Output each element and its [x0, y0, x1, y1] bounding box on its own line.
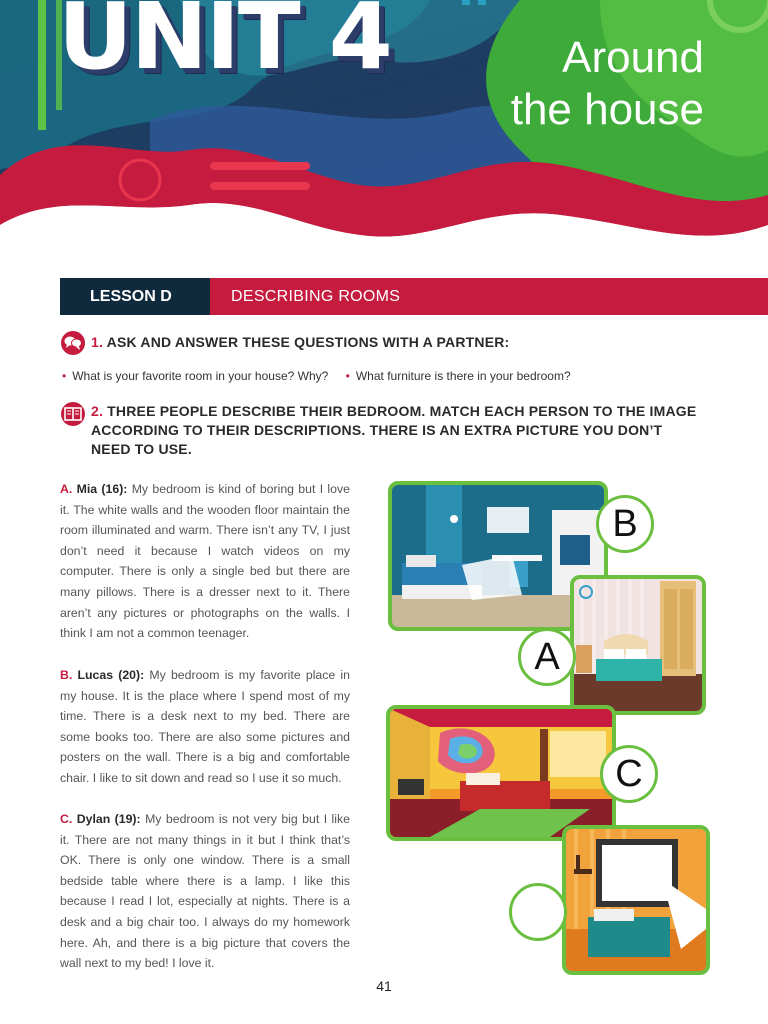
bedroom-picture-2	[570, 575, 706, 715]
bullet-icon: •	[62, 369, 67, 383]
lesson-tag: LESSON D	[60, 278, 210, 315]
answer-badge-b: B	[596, 495, 654, 553]
lesson-bar	[60, 278, 768, 315]
description-person: Lucas (20):	[77, 668, 145, 682]
reading-book-icon	[61, 402, 85, 426]
activity-2-instruction-line-1: THREE PEOPLE DESCRIBE THEIR BEDROOM. MATCH EACH PERSON TO THE IMAGE	[107, 403, 697, 419]
colorful-bedroom-illustration	[390, 709, 612, 837]
description-person: Dylan (19):	[76, 812, 141, 826]
activity-2-line-1	[91, 402, 707, 421]
bullet-icon: •	[345, 369, 350, 383]
activity-2-number: 2.	[91, 403, 104, 419]
activity-1-instruction: ASK AND ANSWER THESE QUESTIONS WITH A PARTNER:	[106, 334, 510, 350]
description-a	[60, 479, 350, 644]
activity-1-number: 1.	[91, 334, 104, 350]
beige-bedroom-illustration	[574, 579, 702, 711]
description-b	[60, 665, 350, 789]
description-letter: A.	[60, 482, 73, 496]
description-person: Mia (16):	[76, 482, 128, 496]
unit-title: UNIT 4	[58, 0, 391, 90]
question-1: What is your favorite room in your house? Why?	[72, 369, 329, 383]
activity-1-heading	[91, 333, 509, 352]
unit-subtitle	[444, 32, 704, 136]
page-number: 41	[376, 978, 392, 994]
answer-badge-a: A	[518, 628, 576, 686]
activity-2-heading	[91, 402, 707, 459]
bedroom-picture-3	[386, 705, 616, 841]
activity-2-instruction-line-2: ACCORDING TO THEIR DESCRIPTIONS. THERE IS AN EXTRA PICTURE YOU DON’T	[91, 422, 663, 438]
activity-2-instruction-line-3: NEED TO USE.	[91, 441, 192, 457]
subtitle-line-2: the house	[510, 85, 704, 134]
question-2: What furniture is there in your bedroom?	[355, 369, 571, 383]
description-c	[60, 809, 350, 974]
orange-bedroom-illustration	[566, 829, 706, 971]
bedroom-picture-4	[562, 825, 710, 975]
discussion-questions	[62, 369, 585, 383]
description-text: My bedroom is not very big but I like it. There are not many things in it but I think that’s OK. There is only one window. There is a small bedside table where there is a lamp. I like this because I read I lot, especially at nights. There is a desk and a big chair too. I always do my homework here. Ah, and there is a big picture that covers the wall next to my bed! I love it.	[60, 812, 350, 971]
description-text: My bedroom is kind of boring but I love it. The white walls and the wooden floor maintain the room illuminated and warm. There isn’t any TV, I just don’t need it because I watch videos on my computer. There is only a single bed but there are many pillows. There is a dresser next to it. There aren’t any pictures or photographs on the walls. I think I am not a common teenager.	[60, 482, 350, 641]
answer-badge-empty[interactable]	[509, 883, 567, 941]
description-letter: C.	[60, 812, 73, 826]
lesson-name: DESCRIBING ROOMS	[231, 288, 401, 305]
unit-banner	[0, 0, 768, 270]
answer-badge-c: C	[600, 745, 658, 803]
description-text: My bedroom is my favorite place in my house. It is the place where I spend most of my time. There is a desk next to my bed. There are some books too. There are also some pictures and posters on the wall. There is a big and comfortable chair. I like to sit down and read so I use it so much.	[60, 668, 351, 785]
speaking-icon	[61, 331, 85, 355]
subtitle-line-1: Around	[562, 33, 704, 82]
description-letter: B.	[60, 668, 73, 682]
